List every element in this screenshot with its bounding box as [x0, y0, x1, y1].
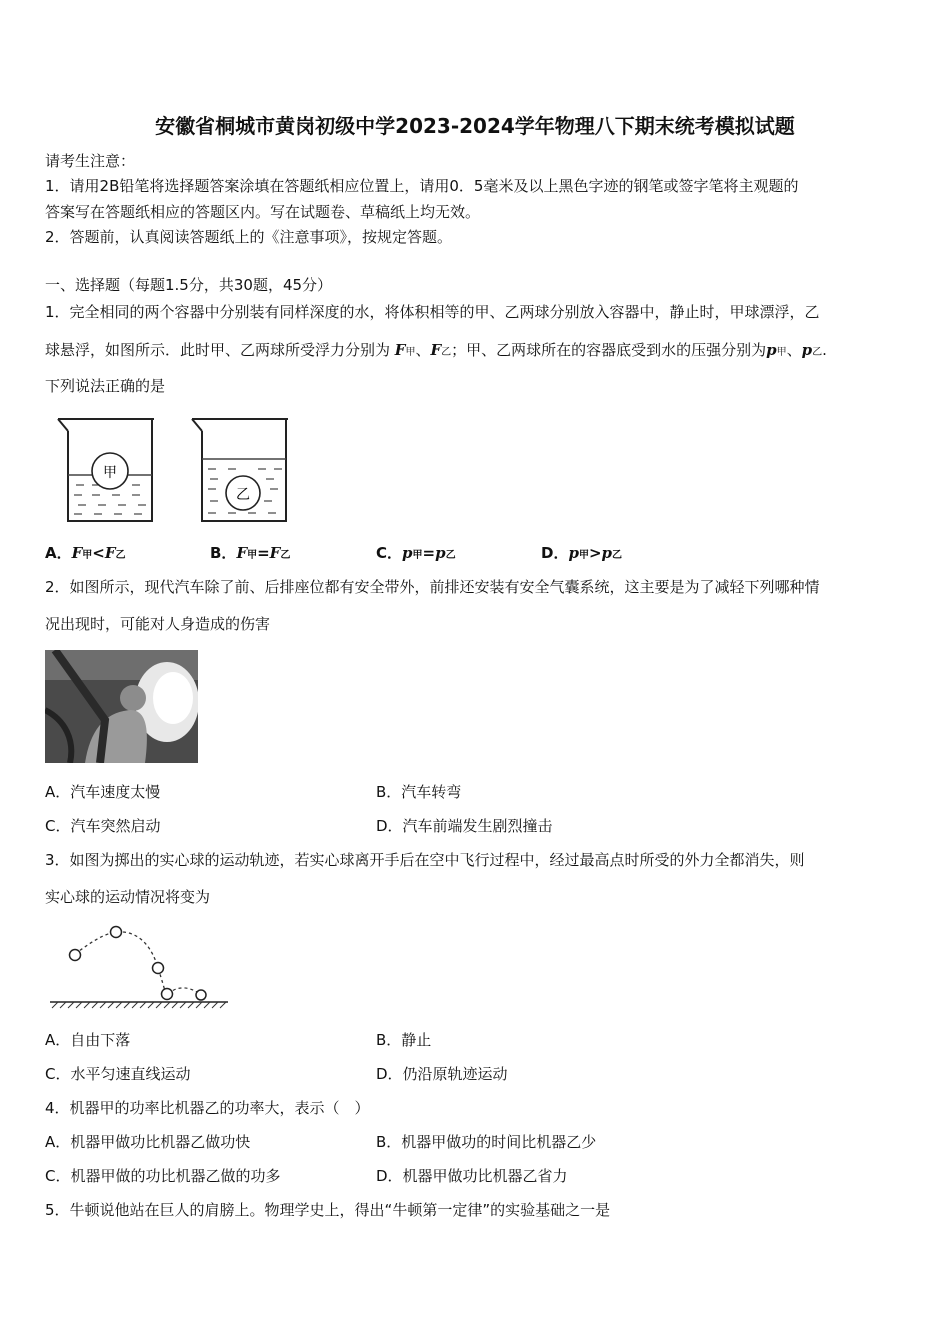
q1-option-a[interactable]: A．F甲<F乙	[45, 544, 126, 562]
q1-stem-line1: 1．完全相同的两个容器中分别装有同样深度的水，将体积相等的甲、乙两球分别放入容器中，静止时，甲球漂浮，乙	[45, 303, 820, 321]
ball-highest	[111, 927, 122, 938]
q4-option-d[interactable]: D．机器甲做功比机器乙省力	[376, 1167, 568, 1185]
q3-option-d[interactable]: D．仍沿原轨迹运动	[376, 1065, 508, 1083]
q2-option-d[interactable]: D．汽车前端发生剧烈撞击	[376, 817, 553, 835]
q4-option-c[interactable]: C．机器甲做的功比机器乙做的功多	[45, 1167, 281, 1185]
airbag-photo-art	[45, 650, 198, 763]
ball-landing	[162, 989, 173, 1000]
q3-stem-line2: 实心球的运动情况将变为	[45, 888, 211, 906]
page-title: 安徽省桐城市黄岗初级中学2023-2024学年物理八下期末统考模拟试题	[155, 114, 795, 138]
q1-option-d[interactable]: D．p甲>p乙	[541, 544, 623, 562]
q1-beaker-figure	[44, 413, 304, 528]
ball-yi-label: 乙	[236, 487, 250, 503]
notice-line-1b: 答案写在答题纸相应的答题区内。写在试题卷、草稿纸上均无效。	[45, 203, 481, 221]
q3-option-c[interactable]: C．水平匀速直线运动	[45, 1065, 191, 1083]
airbag-photo	[45, 650, 198, 763]
q2-option-a[interactable]: A．汽车速度太慢	[45, 783, 161, 801]
q3-option-a[interactable]: A．自由下落	[45, 1031, 131, 1049]
q1-stem-line2: 球悬浮，如图所示．此时甲、乙两球所受浮力分别为 F甲、F乙；甲、乙两球所在的容器底受到水的压强分别为p甲、p乙.	[45, 341, 827, 359]
notice-heading: 请考生注意：	[45, 152, 136, 170]
q5-stem: 5．牛顿说他站在巨人的肩膀上。物理学史上，得出“牛顿第一定律”的实验基础之一是	[45, 1201, 611, 1219]
ball-jia-label: 甲	[103, 465, 117, 481]
section-heading: 一、选择题（每题1.5分，共30题，45分）	[45, 276, 333, 294]
q2-stem-line1: 2．如图所示，现代汽车除了前、后排座位都有安全带外，前排还安装有安全气囊系统，这主要是为了减轻下列哪种情	[45, 578, 820, 596]
trajectory-path	[75, 932, 166, 994]
q2-option-c[interactable]: C．汽车突然启动	[45, 817, 161, 835]
q3-trajectory-figure	[44, 922, 234, 1012]
ground-hatching	[52, 1002, 226, 1008]
q2-stem-line2: 况出现时，可能对人身造成的伤害	[45, 615, 271, 633]
q1-option-b[interactable]: B．F甲=F乙	[210, 544, 291, 562]
notice-line-2: 2．答题前，认真阅读答题纸上的《注意事项》，按规定答题。	[45, 228, 453, 246]
ball-rolling	[196, 990, 206, 1000]
ball-release	[70, 950, 81, 961]
ball-falling	[153, 963, 164, 974]
q4-stem: 4．机器甲的功率比机器乙的功率大，表示（ ）	[45, 1099, 370, 1117]
q2-option-b[interactable]: B．汽车转弯	[376, 783, 462, 801]
notice-line-1a: 1．请用2B铅笔将选择题答案涂填在答题纸相应位置上，请用0．5毫米及以上黑色字迹的钢笔或签字笔将主观题的	[45, 177, 799, 195]
q4-option-b[interactable]: B．机器甲做功的时间比机器乙少	[376, 1133, 597, 1151]
q1-stem-line3: 下列说法正确的是	[45, 377, 166, 395]
q3-stem-line1: 3．如图为掷出的实心球的运动轨迹，若实心球离开手后在空中飞行过程中，经过最高点时所受的外力全都消失，则	[45, 851, 805, 869]
q1-option-c[interactable]: C．p甲=p乙	[376, 544, 456, 562]
q3-option-b[interactable]: B．静止	[376, 1031, 432, 1049]
q4-option-a[interactable]: A．机器甲做功比机器乙做功快	[45, 1133, 251, 1151]
